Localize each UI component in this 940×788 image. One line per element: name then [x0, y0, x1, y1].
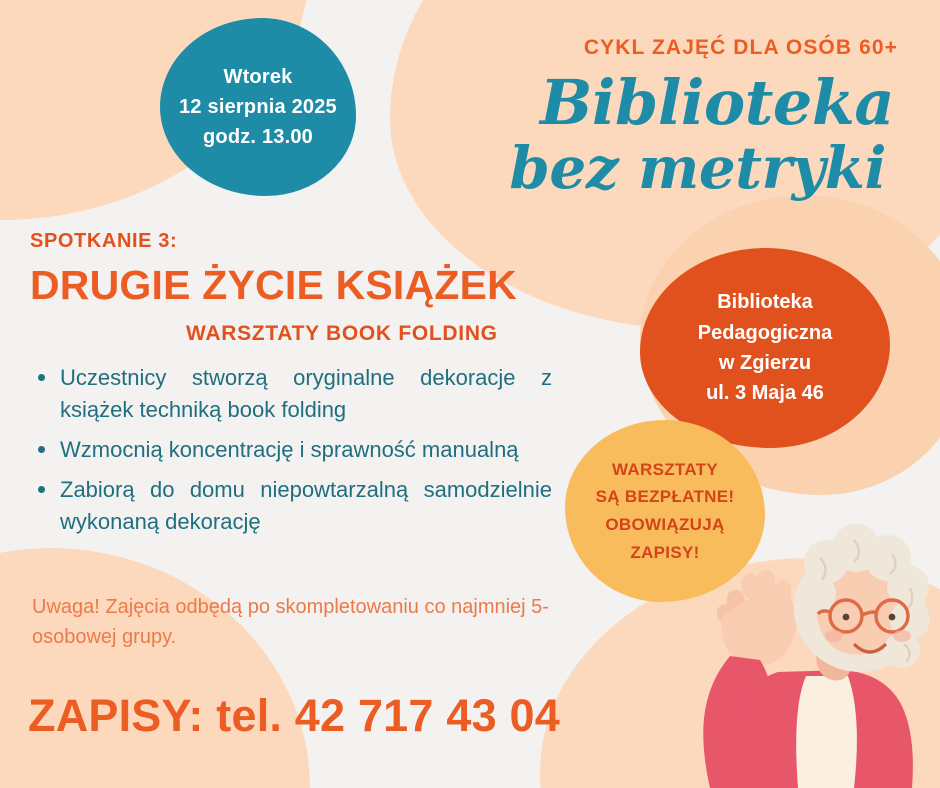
- note-text: Uwaga! Zajęcia odbędą po skompletowaniu co najmniej 5-osobowej grupy.: [32, 596, 549, 648]
- meeting-label: SPOTKANIE 3:: [30, 230, 178, 252]
- page-title-line2: bez metryki: [509, 133, 886, 202]
- date-badge: [160, 18, 356, 196]
- elderly-woman-illustration: [610, 458, 940, 788]
- library-city: w Zgierzu: [718, 352, 812, 374]
- library-street: ul. 3 Maja 46: [706, 382, 824, 405]
- date-badge-day: Wtorek: [223, 66, 293, 88]
- library-name: Biblioteka: [717, 291, 813, 314]
- page-title: [334, 66, 894, 202]
- list-item: Zabiorą do domu niepowtarzalną samodzielnie wykonaną dekorację: [32, 474, 552, 538]
- free-badge-line2: SĄ BEZPŁATNE!: [595, 487, 735, 507]
- meeting-subtitle: WARSZTATY BOOK FOLDING: [186, 322, 498, 345]
- benefits-list: [32, 362, 552, 545]
- decorative-blob-bottom-left: [0, 548, 310, 788]
- page-title-line1: Biblioteka: [540, 66, 894, 139]
- free-badge-line3: OBOWIĄZUJĄ: [605, 515, 725, 534]
- library-address-badge: [640, 248, 890, 448]
- date-badge-date: 12 sierpnia 2025: [179, 96, 337, 118]
- library-type: Pedagogiczna: [697, 321, 833, 344]
- list-item: Uczestnicy stworzą oryginalne dekoracje z książek techniką book folding: [32, 362, 552, 426]
- date-badge-time: godz. 13.00: [202, 126, 313, 148]
- waving-hand-icon: [717, 570, 796, 665]
- list-item: Wzmocnią koncentrację i sprawność manualną: [32, 434, 552, 466]
- header-kicker: CYKL ZAJĘĆ DLA OSÓB 60+: [583, 36, 898, 59]
- meeting-title: DRUGIE ŻYCIE KSIĄŻEK: [30, 262, 517, 308]
- free-badge-line1: WARSZTATY: [612, 459, 718, 479]
- free-badge-line4: ZAPISY!: [630, 542, 700, 562]
- signup-phone: ZAPISY: tel. 42 717 43 04: [28, 690, 560, 741]
